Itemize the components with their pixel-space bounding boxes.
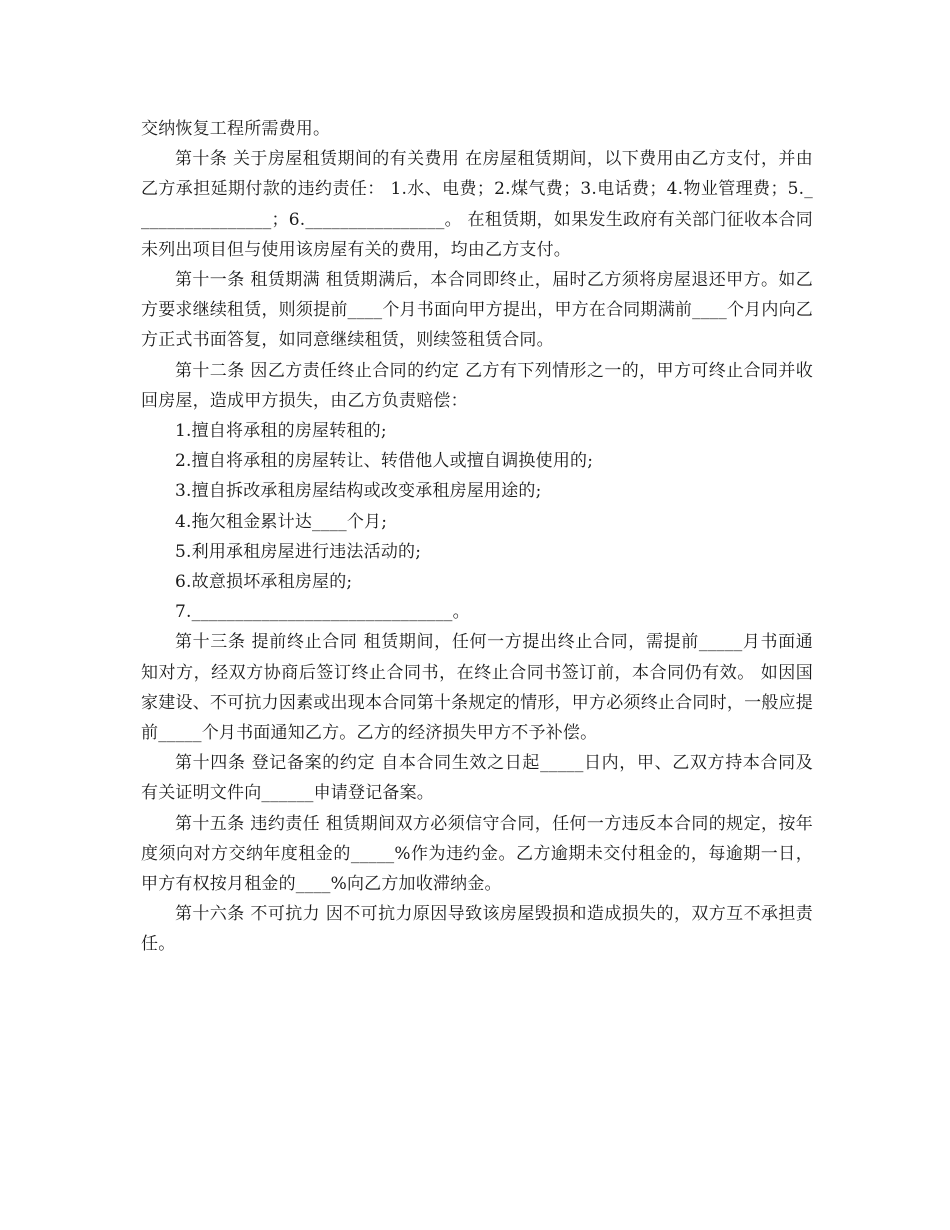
paragraph-continuation: 交纳恢复工程所需费用。 xyxy=(141,119,331,139)
article-14-registration: 第十四条 登记备案的约定 自本合同生效之日起_____日内，甲、乙双方持本合同及有关证明文件向______申请登记备案。 xyxy=(141,753,813,804)
article-16-force-majeure: 第十六条 不可抗力 因不可抗力原因导致该房屋毁损和造成损失的，双方互不承担责任。 xyxy=(141,904,813,955)
contract-body xyxy=(141,114,813,960)
article-11-lease-expiry: 第十一条 租赁期满 租赁期满后，本合同即终止，届时乙方须将房屋退还甲方。如乙方要求继续租赁，则须提前____个月书面向甲方提出，甲方在合同期满前____个月内向乙方正式书面答复，如同意继续租赁，则续签租赁合同。 xyxy=(141,270,813,351)
article-13-early-termination: 第十三条 提前终止合同 租赁期间，任何一方提出终止合同，需提前_____月书面通知对方，经双方协商后签订终止合同书，在终止合同书签订前，本合同仍有效。 如因国家建设、不可抗力因素或出现本合同第十条规定的情形，甲方必须终止合同时，一般应提前_____个月书面通知乙方。乙方的经济损失甲方不予补偿。 xyxy=(141,632,813,744)
list-item: 4.拖欠租金累计达____个月; xyxy=(175,511,388,532)
list-item: 5.利用承租房屋进行违法活动的; xyxy=(175,541,422,562)
list-item: 3.擅自拆改承租房屋结构或改变承租房屋用途的; xyxy=(175,481,542,502)
article-15-liability: 第十五条 违约责任 租赁期间双方必须信守合同，任何一方违反本合同的规定，按年度须向对方交纳年度租金的_____%作为违约金。乙方逾期未交付租金的，每逾期一日，甲方有权按月租金的____%向乙方加收滞纳金。 xyxy=(141,813,813,895)
list-item: 1.擅自将承租的房屋转租的; xyxy=(175,421,387,442)
list-item: 7.______________________________。 xyxy=(175,602,470,623)
list-item: 6.故意损坏承租房屋的; xyxy=(175,572,353,593)
article-10-fees: 第十条 关于房屋租赁期间的有关费用 在房屋租赁期间，以下费用由乙方支付，并由乙方承担延期付款的违约责任： 1.水、电费；2.煤气费；3.电话费；4.物业管理费；5.________________；6.________________。 在租赁期，如果发生政府有关部门征收本合同未列出项目但与使用该房屋有关的费用，均由乙方支付。 xyxy=(141,149,813,260)
article-12-termination-by-lessee: 第十二条 因乙方责任终止合同的约定 乙方有下列情形之一的，甲方可终止合同并收回房屋，造成甲方损失，由乙方负责赔偿： xyxy=(141,360,813,411)
list-item: 2.擅自将承租的房屋转让、转借他人或擅自调换使用的; xyxy=(175,451,594,472)
